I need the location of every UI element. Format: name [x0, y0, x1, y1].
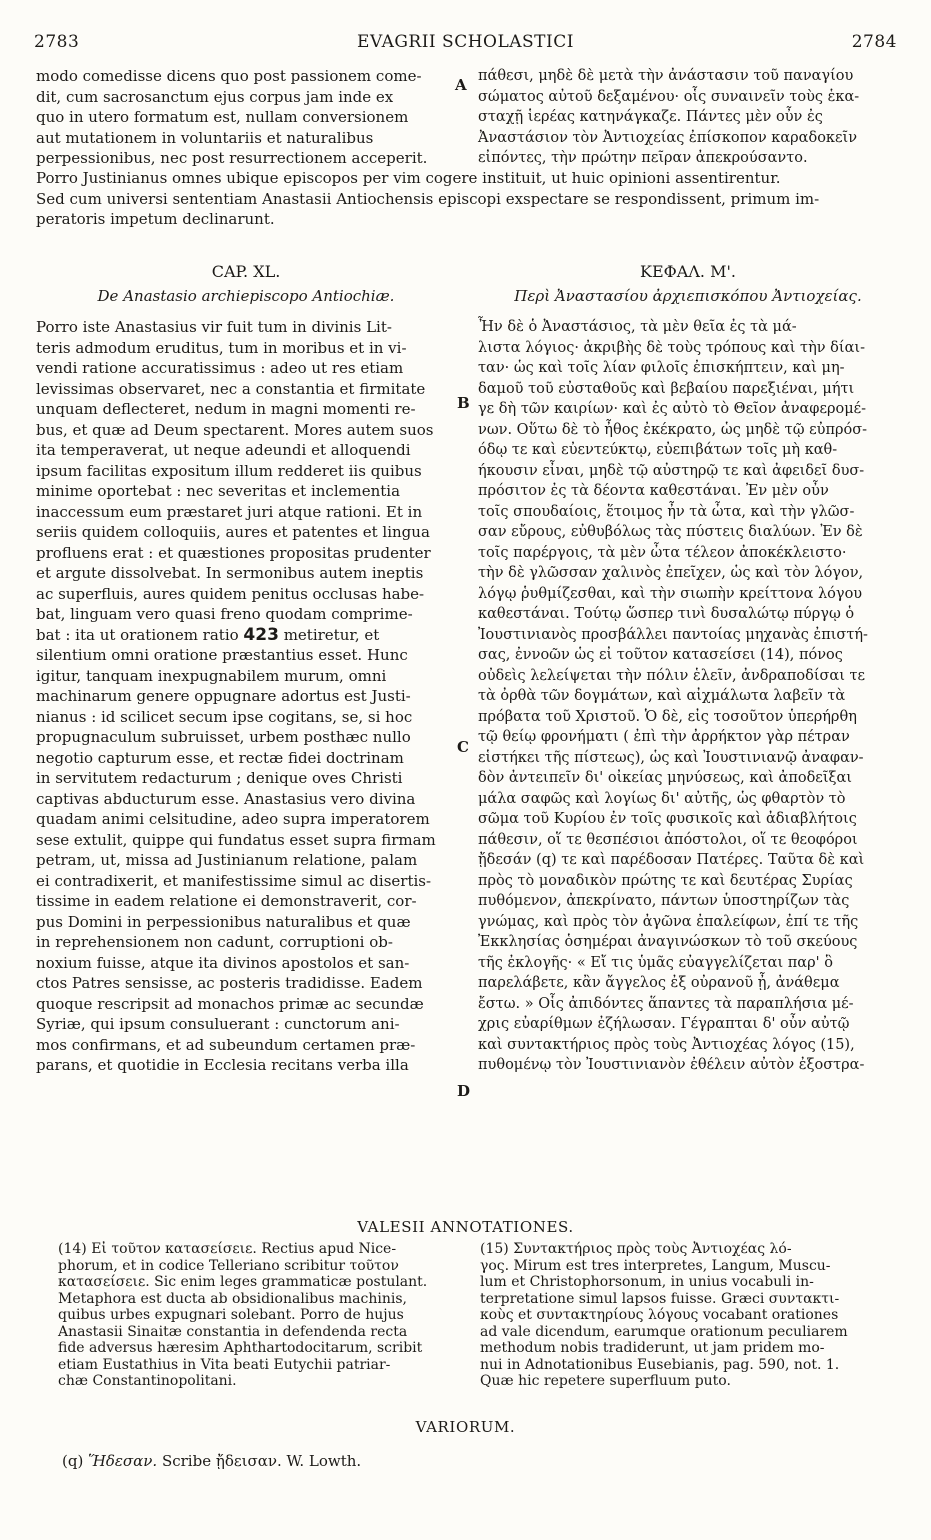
greek-body-line: Ἐκκλησίας ὁσημέραι ἀναγινώσκων τὸ τοῦ σκεύους — [478, 934, 858, 950]
top-latin-line: aut mutationem in voluntariis et naturalibus — [36, 128, 374, 147]
greek-body-line: πρὸς τὸ μοναδικὸν πρώτης τε καὶ δευτέρας Συρίας — [478, 872, 853, 889]
annotation-left-line: quibus urbes expugnari solebant. Porro de hujus — [58, 1307, 404, 1323]
latin-body-line: Syriæ, qui ipsum consuluerant : cunctorum ani- — [36, 1015, 400, 1033]
annotation-left-line: fide adversus hæresim Aphthartodocitarum, scribit — [58, 1340, 423, 1356]
margin-letter-b: B — [457, 394, 470, 412]
latin-body-line: unquam deflecteret, nedum in magni momenti re- — [36, 400, 416, 418]
annotation-right-line: γος. Mirum est tres interpretes, Langum, Muscu- — [480, 1257, 831, 1274]
latin-body-line: minime oportebat : nec severitas et inclementia — [36, 482, 401, 500]
latin-body-line: negotio capturum esse, et rectæ fidei doctrinam — [36, 748, 404, 767]
latin-body-line: et argute dissolvebat. In sermonibus autem ineptis — [36, 564, 424, 582]
annotation-right-line: terpretatione simul lapsos fuisse. Græci συντακτι- — [480, 1290, 840, 1307]
latin-body-line: nianus : id scilicet secum ipse cogitans, se, si hoc — [36, 707, 413, 726]
latin-body-line: sese extulit, quippe qui fundatus esset supra firmam — [36, 830, 436, 849]
greek-body-line: πρόσιτον ἐς τὰ δέοντα καθεστάναι. Ἐν μὲν οὖν — [478, 483, 829, 499]
top-greek-block — [478, 66, 859, 169]
greek-body-line: παρελάβετε, κἂν ἄγγελος ἐξ οὐρανοῦ ᾖ, ἀνάθεμα — [478, 975, 840, 991]
latin-body-line: pus Domini in perpessionibus naturalibus et quæ — [36, 912, 411, 931]
latin-chapter-subtitle: De Anastasio archiepiscopo Antiochiæ. — [97, 287, 395, 305]
latin-body-line: ctos Patres sensisse, ac posteris tradidisse. Eadem — [36, 974, 423, 992]
variorum-heading: VARIORUM. — [415, 1418, 516, 1436]
latin-body-line: seriis quidem colloquiis, aures et patentes et lingua — [36, 523, 430, 541]
margin-letter-a: A — [455, 76, 467, 94]
greek-body-line: πάθεσιν, οἵ τε θεσπέσιοι ἀπόστολοι, οἵ τε θεοφόροι — [478, 831, 858, 848]
latin-body-line: in servitutem redacturum ; denique oves Christi — [36, 769, 403, 787]
annotation-left-line: phorum, et in codice Telleriano scribitur τοῦτον — [58, 1257, 399, 1274]
greek-body-line: σας, ἐννοῶν ὡς εἰ τοῦτον κατασείσει (14), πόνος — [478, 647, 843, 663]
full-width-block — [36, 168, 819, 230]
annotation-right-line: κοὺς et συντακτηρίους λόγους vocabant orationes — [480, 1307, 839, 1323]
greek-body-line: νων. Οὕτω δὲ τὸ ἦθος ἐκέκρατο, ὡς μηδὲ τῷ εὐπρόσ- — [478, 421, 868, 438]
greek-body-line: καὶ συντακτήριος πρὸς τοὺς Ἀντιοχέας λόγος (15), — [478, 1036, 855, 1053]
top-greek-line: σταχῇ ἱερέας κατηνάγκαζε. Πάντες μὲν οὖν ἐς — [478, 109, 823, 125]
top-greek-line: σώματος αὐτοῦ δεξαμένου· οἷς συναινεῖν τοὺς ἑκα- — [478, 88, 860, 105]
variorum-note-key: (q) — [62, 1452, 84, 1470]
annotation-right-line: nui in Adnotationibus Eusebianis, pag. 590, not. 1. — [480, 1356, 840, 1373]
latin-body-line: ita temperaverat, ut neque adeundi et alloquendi — [36, 441, 411, 459]
greek-body-line: τοῖς παρέργοις, τὰ μὲν ὦτα τέλεον ἀποκέκλειστο· — [478, 544, 847, 561]
right-page-number: 2784 — [851, 32, 897, 52]
variorum-note — [62, 1452, 361, 1470]
annotation-left-line: Anastasii Sinaitæ constantia in defendenda recta — [58, 1323, 408, 1340]
latin-body-line: mos confirmans, et ad subeundum certamen præ- — [36, 1035, 416, 1054]
latin-body-line: tissime in eadem relatione ei demonstraverit, cor- — [36, 892, 417, 910]
annotation-left — [58, 1241, 427, 1390]
variorum-note-text: Scribe ᾔδεισαν. W. Lowth. — [161, 1452, 362, 1470]
greek-body-line: ἔστω. » Οἷς ἀπιδόντες ἅπαντες τὰ παραπλήσια μέ- — [478, 995, 854, 1012]
greek-column — [478, 317, 868, 1076]
latin-body-line: noxium fuisse, atque ita divinos apostolos et san- — [36, 953, 410, 972]
annotation-left-line: (14) Εἰ τοῦτον κατασείσειε. Rectius apud Nice- — [58, 1241, 397, 1257]
top-latin-line: quo in utero formatum est, nullam conversionem — [36, 108, 409, 126]
latin-chapter-title: CAP. XL. — [211, 262, 281, 281]
latin-body-line: ei contradixerit, et manifestissime simul ac disertis- — [36, 871, 432, 890]
greek-body-line: τοῖς σπουδαίοις, ἕτοιμος ἦν τὰ ὦτα, καὶ τὴν γλῶσ- — [478, 503, 855, 520]
greek-body-line: Ἦν δὲ ὁ Ἀναστάσιος, τὰ μὲν θεῖα ἐς τὰ μά- — [478, 319, 797, 335]
left-page-number: 2783 — [34, 32, 80, 52]
latin-body-line: profluens erat : et quæstiones propositas prudenter — [36, 543, 431, 562]
greek-body-line: τῷ θείῳ φρονήματι ( ἐπὶ τὴν ἀρρήκτον γὰρ πέτραν — [478, 729, 850, 745]
latin-body-line: petram, ut, missa ad Justinianum relatione, palam — [36, 851, 418, 869]
annotation-left-line: κατασείσειε. Sic enim leges grammaticæ postulant. — [58, 1274, 428, 1290]
latin-body-line: Porro iste Anastasius vir fuit tum in divinis Lit- — [36, 318, 392, 336]
greek-body-line: τὴν δὲ γλῶσσαν χαλινὸς ἐπεῖχεν, ὡς καὶ τὸν λόγον, — [478, 565, 864, 581]
greek-body-line: δὸν ἀντειπεῖν δι' οἰκείας μηνύσεως, καὶ ἀποδεῖξαι — [478, 770, 852, 786]
latin-body-line: parans, et quotidie in Ecclesia recitans verba illa — [36, 1056, 409, 1074]
margin-letter-c: C — [457, 738, 469, 756]
greek-body-line: μάλα σαφῶς καὶ λογίως δι' αὐτῆς, ὡς φθαρτὸν τὸ — [478, 790, 846, 807]
annotation-right-line: lum et Christophorsonum, in unius vocabuli in- — [480, 1274, 814, 1290]
greek-body-line: γε δὴ τῶν καιρίων· καὶ ἐς αὐτὸ τὸ Θεῖον ἀναφερομέ- — [478, 401, 867, 417]
annotation-right-line: (15) Συντακτήριος πρὸς τοὺς Ἀντιοχέας λό- — [480, 1241, 792, 1257]
full-width-line: Porro Justinianus omnes ubique episcopos per vim cogere instituit, ut huic opinioni assentirentur. — [36, 169, 781, 187]
annotation-left-line: Metaphora est ducta ab obsidionalibus machinis, — [58, 1290, 407, 1307]
greek-body-line: λόγῳ ῥυθμίζεσθαι, καὶ τὴν σιωπὴν κρείττονα λόγου — [478, 585, 863, 602]
latin-body-line: machinarum genere oppugnare adortus est Justi- — [36, 687, 411, 705]
inline-page-number: 423 — [243, 624, 279, 645]
annotation-right-line: ad vale dicendum, earumque orationum peculiarem — [480, 1323, 848, 1340]
latin-body-line: bat : ita ut orationem ratio 423 metiretur, et — [36, 624, 380, 645]
greek-body-line: καθεστάναι. Τούτῳ ὥσπερ τινὶ δυσαλώτῳ πύργῳ ὁ — [478, 606, 855, 622]
greek-body-line: πυθομένῳ τὸν Ἰουστινιανὸν ἐθέλειν αὐτὸν ἐξοστρα- — [478, 1057, 865, 1073]
greek-body-line: Ἰουστινιανὸς προσβάλλει παντοίας μηχανὰς ἐπιστή- — [478, 626, 868, 643]
full-width-line: peratoris impetum declinarunt. — [36, 210, 275, 228]
latin-body-line: quadam animi celsitudine, adeo supra imperatorem — [36, 810, 430, 828]
top-greek-line: εἰπόντες, τὴν πρώτην πεῖραν ἀπεκρούσαντο. — [478, 150, 808, 166]
annotations-heading: VALESII ANNOTATIONES. — [357, 1218, 574, 1236]
greek-body-line: ᾔδεσάν (q) τε καὶ παρέδοσαν Πατέρες. Ταῦτα δὲ καὶ — [478, 852, 865, 868]
top-latin-line: perpessionibus, nec post resurrectionem acceperit. — [36, 149, 428, 167]
latin-body-line: teris admodum eruditus, tum in moribus et in vi- — [36, 338, 407, 357]
latin-body-line: igitur, tanquam inexpugnabilem murum, omni — [36, 666, 387, 685]
greek-body-line: χρις εὐαρίθμων ἐζήλωσαν. Γέγραπται δ' οὖν αὐτῷ — [478, 1016, 850, 1032]
annotation-right — [480, 1241, 848, 1390]
running-title: EVAGRII SCHOLASTICI — [357, 32, 574, 52]
greek-chapter-subtitle: Περὶ Ἀναστασίου ἀρχιεπισκόπου Ἀντιοχείας. — [514, 287, 862, 305]
top-latin-line: dit, cum sacrosanctum ejus corpus jam inde ex — [36, 87, 394, 106]
greek-body-line: πρόβατα τοῦ Χριστοῦ. Ὁ δὲ, εἰς τοσοῦτον ὑπερήρθη — [478, 708, 857, 725]
annotation-left-line: chæ Constantinopolitani. — [58, 1373, 237, 1389]
variorum-note-word: Ἥδεσαν. — [88, 1452, 158, 1470]
latin-body-line: inaccessum eum præstaret juri atque rationi. Et in — [36, 502, 423, 521]
latin-body-line: bus, et quæ ad Deum spectarent. Mores autem suos — [36, 420, 434, 439]
full-width-line: Sed cum universi sententiam Anastasii Antiochensis episcopi exspectare se respondissent, primum im- — [36, 189, 820, 208]
annotation-right-line: Quæ hic repetere superfluum puto. — [480, 1373, 731, 1389]
greek-body-line: οὐδεὶς λελείψεται τὴν πόλιν ἑλεῖν, ἀνδραποδίσαι τε — [478, 667, 866, 684]
greek-body-line: σῶμα τοῦ Κυρίου ἐν τοῖς φυσικοῖς καὶ ἀδιαβλήτοις — [478, 811, 857, 827]
latin-body-line: silentium omni oratione præstantius esset. Hunc — [36, 646, 408, 664]
latin-body-line: propugnaculum subruisset, urbem posthæc nullo — [36, 728, 411, 746]
latin-body-line: captivas abducturum esse. Anastasius vero divina — [36, 789, 416, 808]
latin-body-line: in reprehensionem non cadunt, corruptioni ob- — [36, 933, 393, 951]
latin-column — [36, 317, 436, 1076]
greek-body-line: ταν· ὡς καὶ τοῖς λίαν φιλοῖς ἐπισκήπτειν, καὶ μη- — [478, 360, 845, 376]
latin-body-line: levissimas observaret, nec a constantia et firmitate — [36, 379, 426, 398]
greek-body-line: εἱστήκει τῆς πίστεως), ὡς καὶ Ἰουστινιανῷ ἀναφαν- — [478, 749, 864, 766]
greek-body-line: λιστα λόγιος· ἀκριβὴς δὲ τοὺς τρόπους καὶ τὴν δίαι- — [478, 339, 865, 356]
latin-body-line: vendi ratione accuratissimus : adeo ut res etiam — [36, 359, 404, 377]
top-greek-line: Ἀναστάσιον τὸν Ἀντιοχείας ἐπίσκοπον καραδοκεῖν — [478, 129, 858, 146]
margin-letter-d: D — [457, 1082, 471, 1100]
top-latin-block — [36, 66, 427, 169]
greek-body-line: δαμοῦ τοῦ εὐσταθοῦς καὶ βεβαίου παρεξιέναι, μήτι — [478, 380, 855, 397]
greek-body-line: πυθόμενον, ἀπεκρίνατο, πάντων ὑποστηρίζων τὰς — [478, 893, 850, 909]
greek-body-line: τῆς ἐκλογῆς· « Εἴ τις ὑμᾶς εὐαγγελίζεται παρ' ὃ — [478, 954, 833, 971]
latin-body-line: ac superfluis, aures quidem penitus occlusas habe- — [36, 584, 425, 603]
latin-body-line: quoque rescripsit ad monachos primæ ac secundæ — [36, 994, 424, 1013]
annotation-left-line: etiam Eustathius in Vita beati Eutychii patriar- — [58, 1356, 391, 1373]
greek-body-line: όδῳ τε καὶ εὐεντεύκτῳ, εὐεπιβάτων τοῖς μὴ καθ- — [478, 442, 838, 458]
greek-body-line: ήκουσιν εἶναι, μηδὲ τῷ αὐστηρῷ τε καὶ ἀφειδεῖ δυσ- — [478, 462, 865, 479]
latin-body-line: bat, linguam vero quasi freno quodam comprime- — [36, 605, 413, 623]
annotation-right-line: methodum nobis tradiderunt, ut jam pridem mo- — [480, 1340, 825, 1356]
latin-body-line: ipsum facilitas expositum illum redderet iis quibus — [36, 461, 422, 480]
greek-chapter-title: ΚΕΦΑΛ. Μ'. — [640, 262, 736, 281]
top-latin-line: modo comedisse dicens quo post passionem come- — [36, 67, 422, 85]
greek-body-line: σαν εὔρους, εὐθυβόλως τὰς πύστεις διαλύων. Ἐν δὲ — [478, 524, 863, 540]
top-greek-line: πάθεσι, μηδὲ δὲ μετὰ τὴν ἀνάστασιν τοῦ παναγίου — [478, 68, 854, 84]
greek-body-line: τὰ ὀρθὰ τῶν δογμάτων, καὶ αἰχμάλωτα λαβεῖν τὰ — [478, 688, 846, 704]
greek-body-line: γνώμας, καὶ πρὸς τὸν ἀγῶνα ἐπαλείφων, ἐπί τε τῆς — [478, 913, 859, 930]
